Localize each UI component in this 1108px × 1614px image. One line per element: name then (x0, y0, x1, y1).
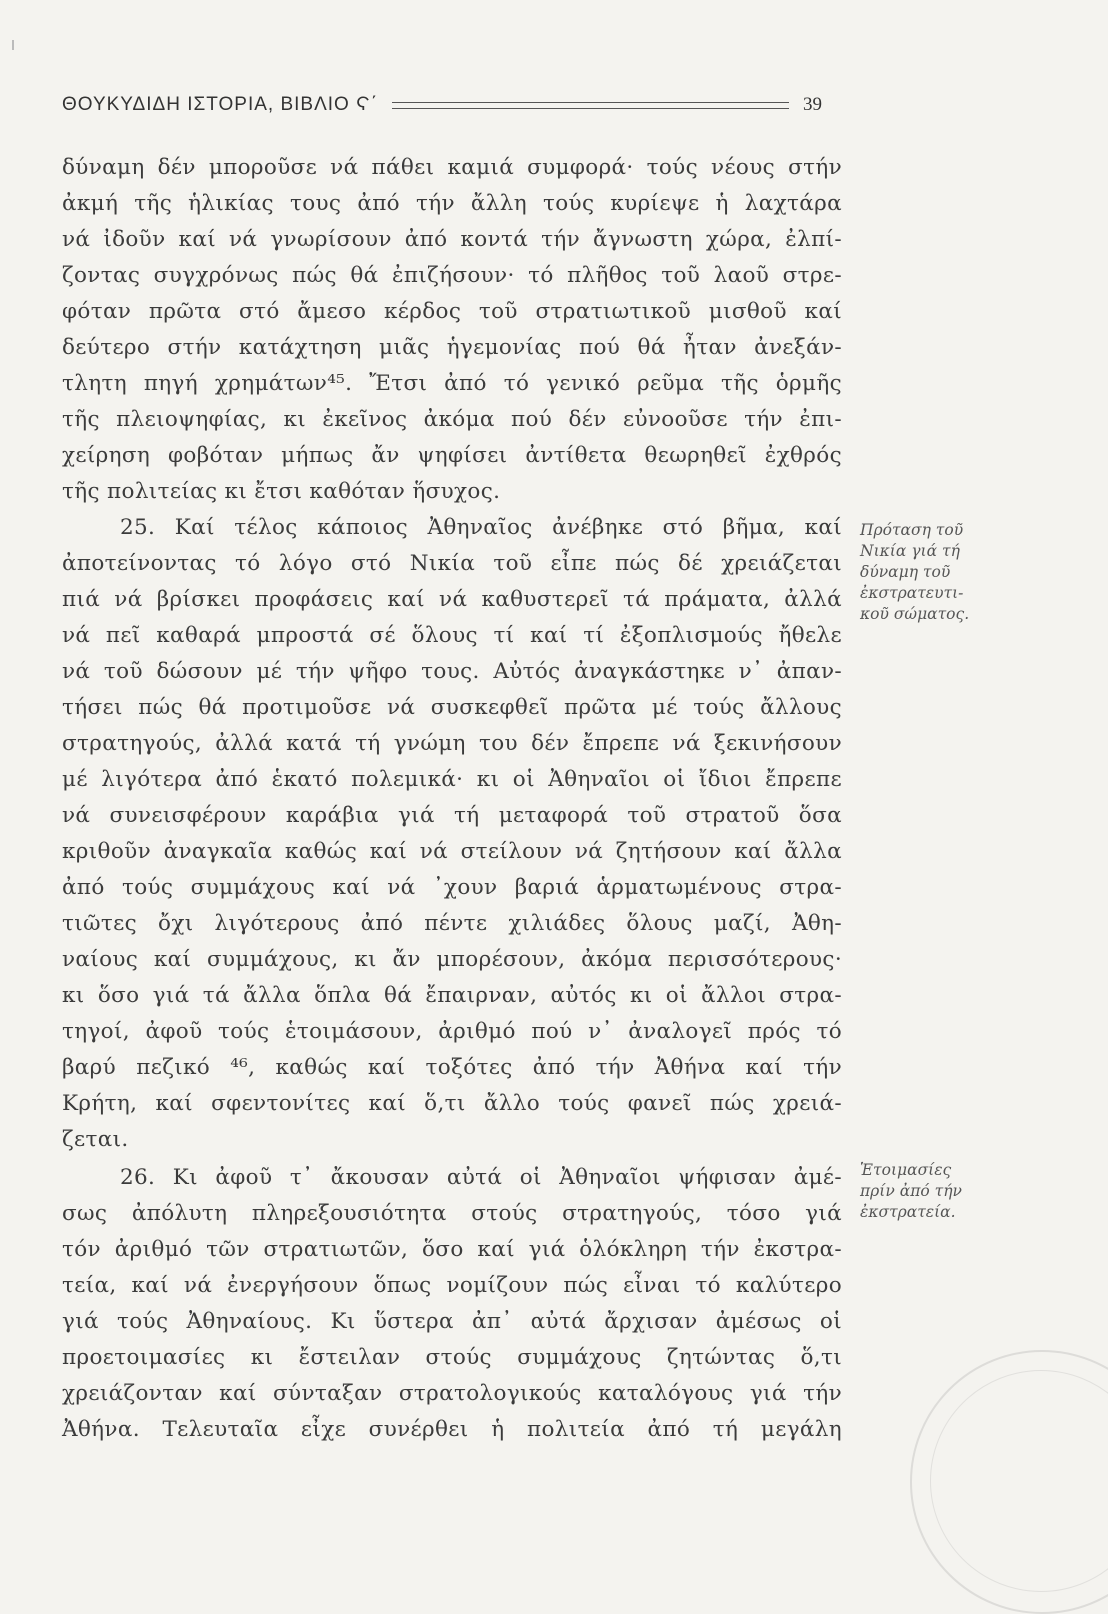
text-line: Ἀθήνα. Τελευταῖα εἶχε συνέρθει ἡ πολιτεία ἀπό τή μεγάλη (62, 1417, 842, 1442)
text-line: τιῶτες ὄχι λιγότερους ἀπό πέντε χιλιάδες ὅλους μαζί, Ἀθη- (62, 911, 842, 936)
page-number: 39 (803, 94, 822, 115)
text-line: ἀπό τούς συμμάχους καί νά ᾽χουν βαριά ἁρματωμένους στρα- (62, 875, 842, 900)
text-line: νά συνεισφέρουν καράβια γιά τή μεταφορά τοῦ στρατοῦ ὅσα (62, 803, 842, 828)
text-line: τήσει πώς θά προτιμοῦσε νά συσκεφθεῖ πρῶτα μέ τούς ἄλλους (62, 695, 842, 720)
text-line: ναίους καί συμμάχους, κι ἄν μπορέσουν, ἀκόμα περισσότερους· (62, 947, 842, 972)
text-line: νά τοῦ δώσουν μέ τήν ψῆφο τους. Αὐτός ἀναγκάστηκε ν᾽ ἀπαν- (62, 659, 842, 684)
running-header (62, 90, 822, 120)
paragraph-26-start: 26. Κι ἀφοῦ τ᾽ ἄκουσαν αὐτά οἱ Ἀθηναῖοι ψήφισαν ἀμέ- (120, 1165, 842, 1190)
text-line: ἀποτείνοντας τό λόγο στό Νικία τοῦ εἶπε πώς δέ χρειάζεται (62, 551, 842, 576)
text-line: τῆς πλειοψηφίας, κι ἐκεῖνος ἀκόμα πού δέν εὐνοοῦσε τήν ἐπι- (62, 407, 842, 432)
text-line: ἀκμή τῆς ἡλικίας τους ἀπό τήν ἄλλη τούς κυρίεψε ἡ λαχτάρα (62, 191, 842, 216)
text-line: κι ὅσο γιά τά ἄλλα ὅπλα θά ἔπαιρναν, αὐτός κι οἱ ἄλλοι στρα- (62, 983, 842, 1008)
text-line: δεύτερο στήν κατάχτηση μιᾶς ἡγεμονίας πού θά ἦταν ἀνεξάν- (62, 335, 842, 360)
text-line: χρειάζονταν καί σύνταξαν στρατολογικούς καταλόγους γιά τήν (62, 1381, 842, 1406)
header-rule (392, 102, 789, 109)
text-line: σως ἀπόλυτη πληρεξουσιότητα στούς στρατηγούς, τόσο γιά (62, 1201, 842, 1226)
text-line: στρατηγούς, ἀλλά κατά τή γνώμη του δέν ἔπρεπε νά ξεκινήσουν (62, 731, 842, 756)
text-line: φόταν πρῶτα στό ἄμεσο κέρδος τοῦ στρατιωτικοῦ μισθοῦ καί (62, 299, 842, 324)
margin-note-line: Πρόταση τοῦ (860, 521, 964, 539)
text-line: πιά νά βρίσκει προφάσεις καί νά καθυστερεῖ τά πράματα, ἀλλά (62, 587, 842, 612)
body-text (62, 150, 842, 1448)
margin-note-line: δύναμη τοῦ (860, 563, 951, 581)
text-line: νά πεῖ καθαρά μπροστά σέ ὅλους τί καί τί ἐξοπλισμούς ἤθελε (62, 623, 842, 648)
margin-note-nikias-proposal (860, 520, 1060, 625)
text-line: τόν ἀριθμό τῶν στρατιωτῶν, ὅσο καί γιά ὁλόκληρη τήν ἐκστρα- (62, 1237, 842, 1262)
text-line: ζοντας συγχρόνως πώς θά ἐπιζήσουν· τό πλῆθος τοῦ λαοῦ στρε- (62, 263, 842, 288)
text-line: ζεται. (62, 1127, 129, 1152)
text-line: τηγοί, ἀφοῦ τούς ἑτοιμάσουν, ἀριθμό πού ν᾽ ἀναλογεῖ πρός τό (62, 1019, 842, 1044)
text-line: νά ἰδοῦν καί νά γνωρίσουν ἀπό κοντά τήν ἄγνωστη χώρα, ἐλπί- (62, 227, 842, 252)
margin-note-line: Νικία γιά τή (860, 542, 960, 560)
header-title: ΘΟΥΚΥΔΙΔΗ ΙΣΤΟΡΙΑ, ΒΙΒΛΙΟ Ϛ΄ (62, 94, 379, 115)
text-line: τῆς πολιτείας κι ἔτσι καθόταν ἥσυχος. (62, 479, 501, 504)
margin-note-line: πρίν ἀπό τήν (860, 1182, 962, 1200)
library-stamp-inner-ring (930, 1370, 1108, 1592)
margin-note-line: κοῦ σώματος. (860, 605, 970, 623)
text-line: Κρήτη, καί σφεντονίτες καί ὅ,τι ἄλλο τούς φανεῖ πώς χρειά- (62, 1091, 842, 1116)
margin-note-line: ἐκστρατεία. (860, 1203, 956, 1221)
text-line: προετοιμασίες κι ἔστειλαν στούς συμμάχους ζητώντας ὅ,τι (62, 1345, 842, 1370)
text-line: βαρύ πεζικό ⁴⁶, καθώς καί τοξότες ἀπό τήν Ἀθήνα καί τήν (62, 1055, 842, 1080)
library-stamp (910, 1350, 1108, 1614)
margin-note-preparations (860, 1160, 1060, 1223)
text-line: κριθοῦν ἀναγκαῖα καθώς καί νά στείλουν νά ζητήσουν καί ἄλλα (62, 839, 842, 864)
paragraph-25-start: 25. Καί τέλος κάποιος Ἀθηναῖος ἀνέβηκε στό βῆμα, καί (120, 515, 842, 540)
text-line: χείρηση φοβόταν μήπως ἄν ψηφίσει ἀντίθετα θεωρηθεῖ ἐχθρός (62, 443, 842, 468)
text-line: δύναμη δέν μποροῦσε νά πάθει καμιά συμφορά· τούς νέους στήν (62, 155, 842, 180)
page-speck (12, 40, 14, 50)
text-line: τεία, καί νά ἐνεργήσουν ὅπως νομίζουν πώς εἶναι τό καλύτερο (62, 1273, 842, 1298)
text-line: τλητη πηγή χρημάτων⁴⁵. Ἔτσι ἀπό τό γενικό ρεῦμα τῆς ὁρμῆς (62, 371, 842, 396)
margin-note-line: ἐκστρατευτι- (860, 584, 964, 602)
text-line: γιά τούς Ἀθηναίους. Κι ὕστερα ἀπ᾽ αὐτά ἄρχισαν ἀμέσως οἱ (62, 1309, 842, 1334)
text-line: μέ λιγότερα ἀπό ἑκατό πολεμικά· κι οἱ Ἀθηναῖοι οἱ ἴδιοι ἔπρεπε (62, 767, 842, 792)
margin-note-line: Ἑτοιμασίες (860, 1161, 952, 1179)
